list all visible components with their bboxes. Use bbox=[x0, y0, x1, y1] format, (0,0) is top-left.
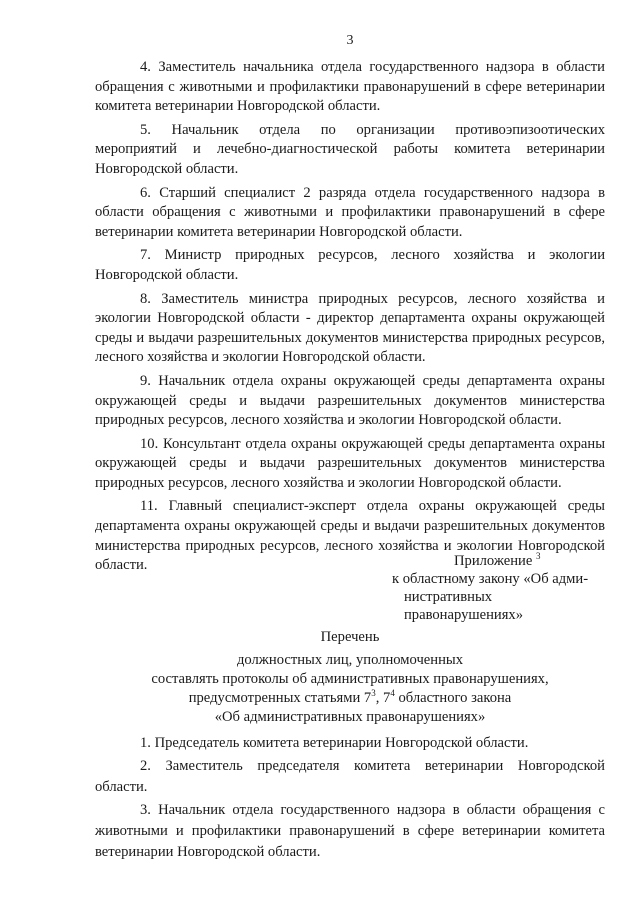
paragraph-item-7: 7. Министр природных ресурсов, лесного хозяйства и экологии Новгородской области. bbox=[95, 247, 605, 283]
appendix-label-superscript: 3 bbox=[535, 551, 541, 561]
page-number: 3 bbox=[346, 33, 354, 48]
list-subtitle-line-3-mid: , 7 bbox=[375, 690, 391, 706]
list-item-2: 2. Заместитель председателя комитета ветеринарии Новгородской области. bbox=[95, 758, 605, 795]
appendix-line-3: нистративных правонарушениях» bbox=[404, 589, 524, 623]
appendix-line-2: к областному закону «Об адми- bbox=[392, 571, 589, 587]
paragraph-item-6: 6. Старший специалист 2 разряда отдела государственного надзора в области обращения с животными и профилактики правонарушений в сфере ветеринарии комитета ветеринарии Новгородской области. bbox=[95, 184, 605, 240]
list-item-3: 3. Начальник отдела государственного надзора в области обращения с животными и профилактики правонарушений в сфере ветеринарии комитета ветеринарии Новгородской области. bbox=[95, 802, 605, 860]
body-text bbox=[95, 58, 605, 580]
appendix-block bbox=[392, 552, 612, 624]
list-subtitle-line-3-prefix: предусмотренных статьями 7 bbox=[188, 690, 372, 706]
paragraph-item-4: 4. Заместитель начальника отдела государственного надзора в области обращения с животными и профилактики правонарушений в сфере ветеринарии комитета ветеринарии Новгородской области. bbox=[95, 59, 605, 115]
list-header bbox=[95, 628, 605, 727]
list-subtitle-line-4: «Об административных правонарушениях» bbox=[214, 709, 486, 725]
paragraph-item-5: 5. Начальник отдела по организации противоэпизоотических мероприятий и лечебно-диагностической работы комитета ветеринарии Новгородской области. bbox=[95, 121, 605, 177]
list-subtitle-line-1: должностных лиц, уполномоченных bbox=[237, 652, 463, 668]
paragraph-item-10: 10. Консультант отдела охраны окружающей среды департамента охраны окружающей среды и выдачи разрешительных документов министерства природных ресурсов, лесного хозяйства и экологии Новгородской области. bbox=[95, 435, 605, 491]
list-subtitle-line-2: составлять протоколы об административных правонарушениях, bbox=[151, 671, 549, 687]
article-superscript-1: 3 bbox=[371, 688, 376, 698]
list-item-1: 1. Председатель комитета ветеринарии Новгородской области. bbox=[140, 735, 529, 751]
article-superscript-2: 4 bbox=[390, 688, 395, 698]
paragraph-item-9: 9. Начальник отдела охраны окружающей среды департамента охраны окружающей среды и выдачи разрешительных документов министерства природных ресурсов, лесного хозяйства и экологии Новгородской области. bbox=[95, 372, 605, 429]
list-subtitle-line-3 bbox=[95, 689, 605, 708]
appendix-label-line bbox=[392, 552, 612, 570]
list-subtitle-line-3-suffix: областного закона bbox=[394, 690, 512, 706]
list-items bbox=[95, 733, 605, 865]
appendix-label: Приложение bbox=[454, 553, 536, 569]
list-title: Перечень bbox=[320, 629, 380, 645]
paragraph-item-8: 8. Заместитель министра природных ресурсов, лесного хозяйства и экологии Новгородской области - директор департамента охраны окружающей среды и выдачи разрешительных документов министерства природных ресурсов, лесного хозяйства и экологии Новгородской области. bbox=[95, 290, 605, 366]
paragraph-item-11: 11. Главный специалист-эксперт отдела охраны окружающей среды департамента охраны окружающей среды и выдачи разрешительных документов министерства природных ресурсов, лесного хозяйства и экологии Новгородской области. bbox=[95, 498, 605, 574]
